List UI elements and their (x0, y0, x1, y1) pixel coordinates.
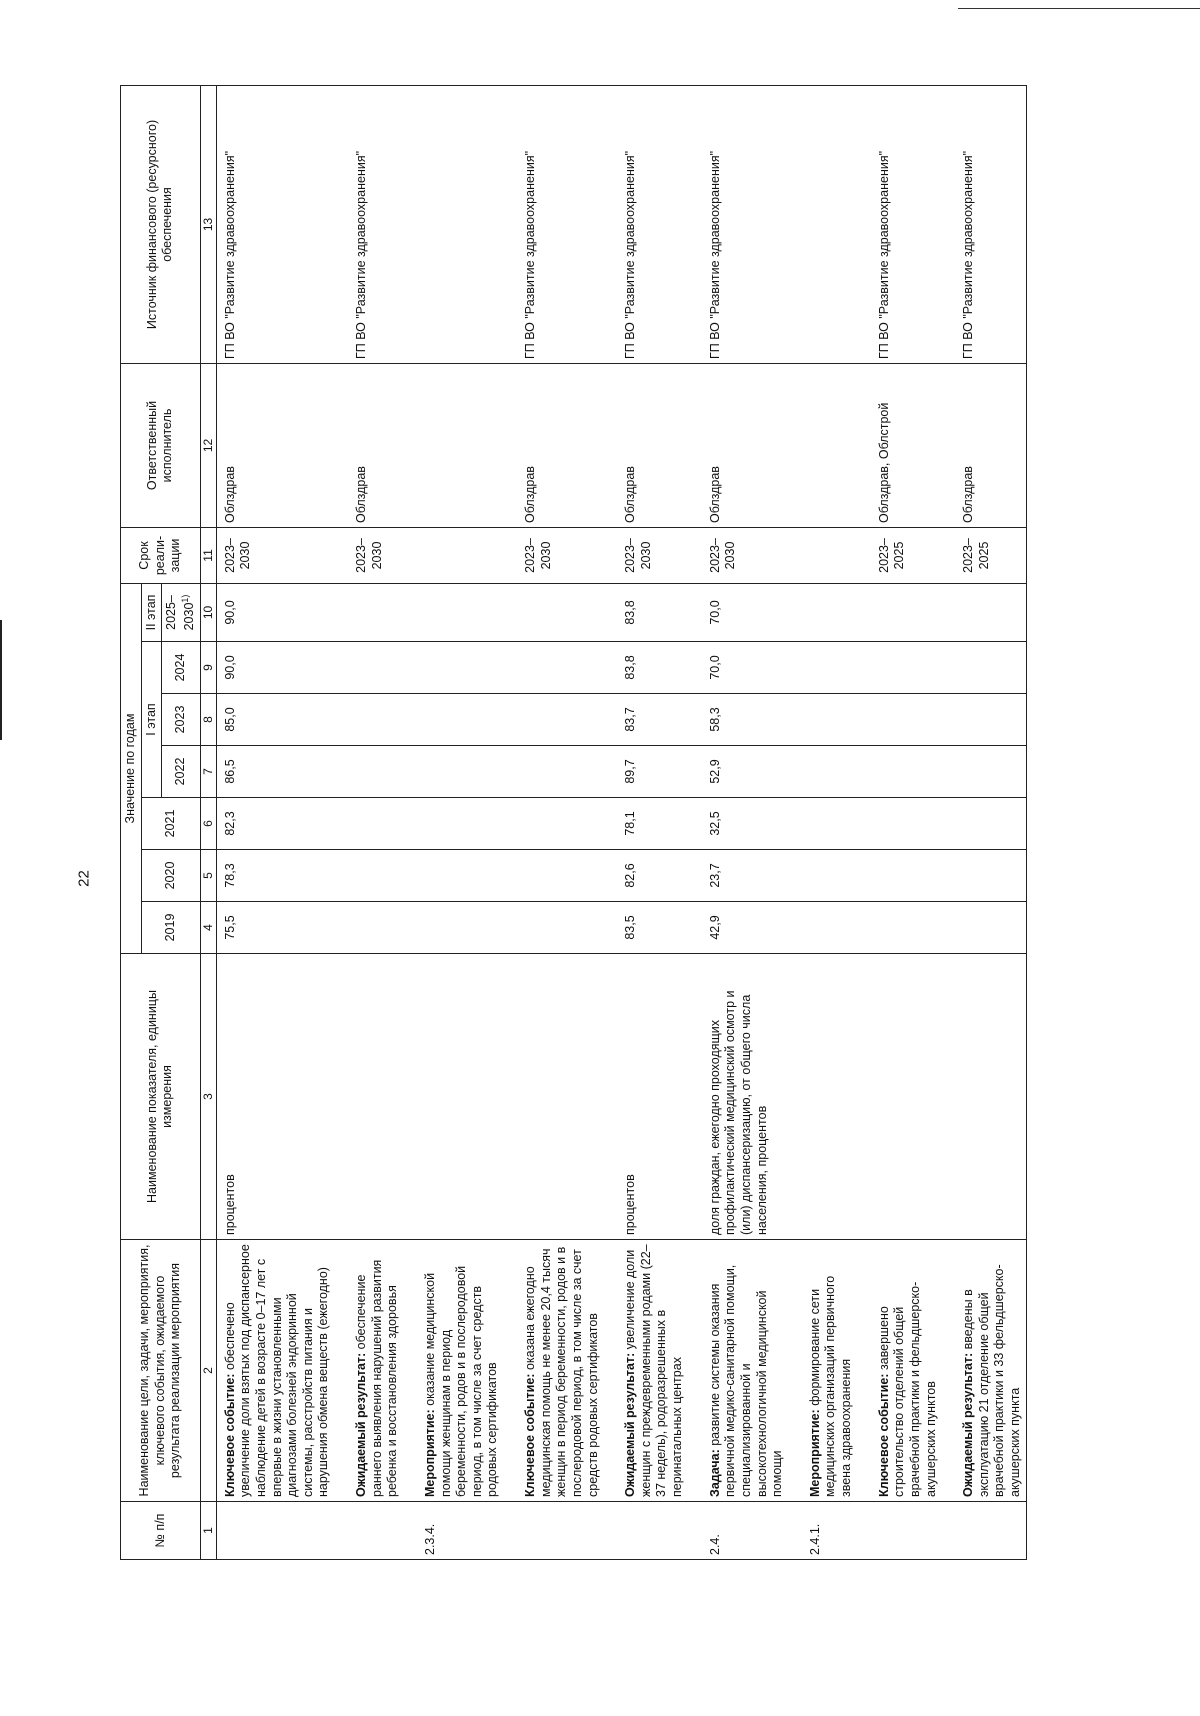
row-description (521, 1240, 603, 1502)
row-description (806, 1240, 857, 1502)
row-indicator (352, 954, 403, 1240)
spacer-cell (857, 850, 875, 902)
spacer-cell (788, 850, 806, 902)
row-period: 2023–2030 (621, 527, 688, 583)
spacer-cell (788, 694, 806, 746)
header-period: Срок реали-зации (121, 527, 201, 583)
spacer-cell (603, 583, 621, 641)
spacer-cell (403, 85, 421, 363)
col-number: 8 (200, 694, 216, 746)
top-edge-rule (958, 8, 1200, 9)
spacer-cell (403, 954, 421, 1240)
spacer-cell (503, 1240, 521, 1502)
value-cell: 70,0 (706, 583, 788, 641)
value-cell: 23,7 (706, 850, 788, 902)
spacer-cell (857, 583, 875, 641)
header-2024: 2024 (162, 642, 200, 694)
row-text: увеличение доли женщин с преждевременными родами (22–37 недель), родоразрешенных в перинатальных центрах (623, 1244, 685, 1497)
header-2023: 2023 (162, 694, 200, 746)
col-number: 6 (200, 798, 216, 850)
table-row (621, 85, 688, 1559)
header-num: № п/п (121, 1502, 201, 1560)
spacer-cell (403, 746, 421, 798)
value-cell (352, 694, 403, 746)
spacer-cell (503, 527, 521, 583)
spacer-cell (334, 1240, 352, 1502)
spacer-cell (603, 746, 621, 798)
row-period: 2023–2030 (352, 527, 403, 583)
row-indicator (521, 954, 603, 1240)
row-period (421, 527, 503, 583)
col-number: 4 (200, 902, 216, 954)
spacer-cell (503, 954, 521, 1240)
value-cell (521, 902, 603, 954)
value-cell: 42,9 (706, 902, 788, 954)
col-number: 2 (200, 1240, 216, 1502)
row-source: ГП ВО "Развитие здравоохранения" (706, 85, 788, 363)
value-cell (806, 902, 857, 954)
spacer-cell (334, 746, 352, 798)
row-number (875, 1502, 942, 1560)
spacer-cell (688, 850, 706, 902)
row-text: оказание медицинской помощи женщинам в период беременности, родов и в послеродовой период, в том числе за счет средств родовых сертификатов (422, 1265, 500, 1497)
spacer-cell (941, 363, 959, 527)
spacer-cell (334, 527, 352, 583)
value-cell (959, 694, 1026, 746)
row-indicator: доля граждан, ежегодно проходящих профилактический медицинский осмотр и (или) диспансеризацию, от общего числа населения, процентов (706, 954, 788, 1240)
spacer-cell (603, 642, 621, 694)
row-label: Задача: (707, 1449, 722, 1497)
row-period: 2023–2025 (875, 527, 942, 583)
row-text: завершено строительство отделений общей врачебной практики и фельдшерско-акушерских пунктов (876, 1281, 938, 1497)
header-indicator: Наименование показателя, единицы измерения (121, 954, 201, 1240)
row-period (806, 527, 857, 583)
spacer-cell (403, 694, 421, 746)
row-spacer (788, 85, 806, 1559)
row-spacer (603, 85, 621, 1559)
row-label: Мероприятие: (807, 1409, 822, 1497)
value-cell (875, 583, 942, 641)
row-number (521, 1502, 603, 1560)
row-source (421, 85, 503, 363)
value-cell: 89,7 (621, 746, 688, 798)
spacer-cell (941, 954, 959, 1240)
value-cell (521, 746, 603, 798)
value-cell (352, 642, 403, 694)
spacer-cell (788, 85, 806, 363)
col-number: 3 (200, 954, 216, 1240)
value-cell (959, 850, 1026, 902)
value-cell (806, 746, 857, 798)
value-cell (421, 642, 503, 694)
value-cell (421, 583, 503, 641)
table-row (706, 85, 788, 1559)
spacer-cell (688, 902, 706, 954)
spacer-cell (857, 746, 875, 798)
row-label: Ключевое событие: (523, 1373, 538, 1497)
row-number: 2.3.4. (421, 1502, 503, 1560)
col-number: 1 (200, 1502, 216, 1560)
value-cell (959, 746, 1026, 798)
value-cell: 32,5 (706, 798, 788, 850)
spacer-cell (603, 363, 621, 527)
value-cell (875, 746, 942, 798)
row-text: оказана ежегодно медицинская помощь не менее 20,4 тысяч женщин в период беременности, родов и в послеродовой период, в том числе за счет средств родовых сертификатов (523, 1246, 600, 1497)
row-label: Ожидаемый результат: (623, 1352, 638, 1497)
value-cell (421, 746, 503, 798)
spacer-cell (688, 85, 706, 363)
spacer-cell (403, 798, 421, 850)
spacer-cell (857, 1502, 875, 1560)
spacer-cell (788, 1240, 806, 1502)
row-description (421, 1240, 503, 1502)
spacer-cell (603, 798, 621, 850)
row-number (216, 1502, 334, 1560)
spacer-cell (334, 694, 352, 746)
row-source: ГП ВО "Развитие здравоохранения" (352, 85, 403, 363)
spacer-cell (941, 694, 959, 746)
row-executor: Облздрав, Облстрой (875, 363, 942, 527)
spacer-cell (788, 363, 806, 527)
spacer-cell (941, 642, 959, 694)
row-text: обеспечение раннего выявления нарушений развития ребенка и восстановления здоровья (354, 1259, 400, 1497)
row-spacer (688, 85, 706, 1559)
value-cell: 78,3 (216, 850, 334, 902)
spacer-cell (403, 527, 421, 583)
header-name: Наименование цели, задачи, мероприятия, ключевого события, ожидаемого результата реализации мероприятия (121, 1240, 201, 1502)
spacer-cell (334, 954, 352, 1240)
value-cell (959, 798, 1026, 850)
value-cell: 83,8 (621, 642, 688, 694)
spacer-cell (503, 694, 521, 746)
value-cell (521, 798, 603, 850)
value-cell (352, 798, 403, 850)
spacer-cell (403, 1502, 421, 1560)
spacer-cell (857, 902, 875, 954)
spacer-cell (334, 1502, 352, 1560)
value-cell (959, 902, 1026, 954)
spacer-cell (688, 746, 706, 798)
row-description (621, 1240, 688, 1502)
row-source: ГП ВО "Развитие здравоохранения" (216, 85, 334, 363)
value-cell (806, 694, 857, 746)
spacer-cell (788, 798, 806, 850)
spacer-cell (788, 954, 806, 1240)
row-executor: Облздрав (521, 363, 603, 527)
row-number: 2.4. (706, 1502, 788, 1560)
spacer-cell (788, 527, 806, 583)
spacer-cell (688, 583, 706, 641)
value-cell (959, 583, 1026, 641)
table-row (959, 85, 1026, 1559)
row-number (352, 1502, 403, 1560)
spacer-cell (503, 363, 521, 527)
spacer-cell (941, 746, 959, 798)
row-indicator: процентов (621, 954, 688, 1240)
value-cell: 90,0 (216, 583, 334, 641)
value-cell: 83,5 (621, 902, 688, 954)
spacer-cell (688, 798, 706, 850)
row-number (959, 1502, 1026, 1560)
header-values: Значение по годам (121, 583, 142, 953)
margin-mark (0, 620, 2, 740)
row-indicator (959, 954, 1026, 1240)
value-cell (875, 798, 942, 850)
value-cell (806, 642, 857, 694)
row-label: Ожидаемый результат: (354, 1352, 369, 1497)
value-cell: 86,5 (216, 746, 334, 798)
row-label: Ожидаемый результат: (961, 1352, 976, 1497)
spacer-cell (788, 746, 806, 798)
table-row (521, 85, 603, 1559)
spacer-cell (503, 798, 521, 850)
spacer-cell (941, 85, 959, 363)
header-2019: 2019 (141, 902, 200, 954)
value-cell: 85,0 (216, 694, 334, 746)
spacer-cell (857, 85, 875, 363)
row-text: введены в эксплуатацию 21 отделение общей врачебной практики и 33 фельдшерско-акушерских пункта (961, 1264, 1023, 1497)
spacer-cell (503, 1502, 521, 1560)
row-text: формирование сети медицинских организаций первичного звена здравоохранения (807, 1275, 854, 1497)
value-cell: 83,7 (621, 694, 688, 746)
program-table (120, 85, 1027, 1560)
col-number: 11 (200, 527, 216, 583)
row-text: обеспечено увеличение доли взятых под диспансерное наблюдение детей в возрасте 0–17 лет с впервые в жизни установленными диагнозами болезней эндокринной системы, расстройств питания и нарушения обмена веществ (ежегодно) (222, 1244, 331, 1497)
spacer-cell (503, 642, 521, 694)
row-description (959, 1240, 1026, 1502)
row-description (706, 1240, 788, 1502)
spacer-cell (688, 1502, 706, 1560)
value-cell: 82,3 (216, 798, 334, 850)
value-cell: 52,9 (706, 746, 788, 798)
row-executor: Облздрав (216, 363, 334, 527)
value-cell (352, 583, 403, 641)
footnote-mark: 1) (179, 594, 190, 603)
row-spacer (857, 85, 875, 1559)
spacer-cell (941, 902, 959, 954)
table-row (421, 85, 503, 1559)
spacer-cell (503, 85, 521, 363)
spacer-cell (788, 902, 806, 954)
spacer-cell (603, 1240, 621, 1502)
spacer-cell (941, 1502, 959, 1560)
value-cell (352, 850, 403, 902)
spacer-cell (603, 527, 621, 583)
spacer-cell (403, 850, 421, 902)
value-cell (521, 850, 603, 902)
row-description (216, 1240, 334, 1502)
row-spacer (941, 85, 959, 1559)
rotated-table-container (120, 86, 1124, 1560)
header-2022: 2022 (162, 746, 200, 798)
spacer-cell (603, 85, 621, 363)
spacer-cell (688, 363, 706, 527)
row-number (621, 1502, 688, 1560)
row-text: развитие системы оказания первичной медико-санитарной помощи, специализированной и высокотехнологичной медицинской помощи (707, 1264, 785, 1497)
value-cell (352, 902, 403, 954)
spacer-cell (403, 1240, 421, 1502)
row-source (806, 85, 857, 363)
col-number: 10 (200, 583, 216, 641)
row-label: Ключевое событие: (222, 1373, 237, 1497)
table-row (806, 85, 857, 1559)
row-description (875, 1240, 942, 1502)
value-cell: 78,1 (621, 798, 688, 850)
row-executor: Облздрав (706, 363, 788, 527)
spacer-cell (603, 954, 621, 1240)
header-stage1: I этап (141, 642, 162, 798)
header-stage2: II этап (141, 583, 162, 641)
row-source: ГП ВО "Развитие здравоохранения" (959, 85, 1026, 363)
value-cell (521, 583, 603, 641)
row-spacer (403, 85, 421, 1559)
row-executor: Облздрав (352, 363, 403, 527)
value-cell: 58,3 (706, 694, 788, 746)
spacer-cell (788, 642, 806, 694)
value-cell (421, 850, 503, 902)
value-cell (421, 798, 503, 850)
value-cell (875, 902, 942, 954)
value-cell (875, 850, 942, 902)
value-cell (875, 694, 942, 746)
spacer-cell (334, 363, 352, 527)
row-executor (421, 363, 503, 527)
value-cell (875, 642, 942, 694)
header-2020: 2020 (141, 850, 200, 902)
spacer-cell (603, 1502, 621, 1560)
spacer-cell (503, 902, 521, 954)
row-executor (806, 363, 857, 527)
col-number: 5 (200, 850, 216, 902)
spacer-cell (334, 902, 352, 954)
spacer-cell (941, 850, 959, 902)
spacer-cell (941, 583, 959, 641)
row-label: Ключевое событие: (876, 1373, 891, 1497)
value-cell (421, 694, 503, 746)
table-row (352, 85, 403, 1559)
spacer-cell (403, 583, 421, 641)
spacer-cell (941, 527, 959, 583)
row-executor: Облздрав (621, 363, 688, 527)
row-source: ГП ВО "Развитие здравоохранения" (621, 85, 688, 363)
spacer-cell (503, 850, 521, 902)
spacer-cell (603, 902, 621, 954)
spacer-cell (688, 694, 706, 746)
value-cell (421, 902, 503, 954)
value-cell: 75,5 (216, 902, 334, 954)
spacer-cell (688, 1240, 706, 1502)
spacer-cell (603, 850, 621, 902)
spacer-cell (334, 583, 352, 641)
table-row (875, 85, 942, 1559)
spacer-cell (334, 642, 352, 694)
row-label: Мероприятие: (422, 1409, 437, 1497)
spacer-cell (857, 954, 875, 1240)
header-executor: Ответственный исполнитель (121, 363, 201, 527)
row-executor: Облздрав (959, 363, 1026, 527)
page-number: 22 (75, 870, 93, 887)
spacer-cell (788, 1502, 806, 1560)
spacer-cell (857, 694, 875, 746)
row-indicator (806, 954, 857, 1240)
value-cell (521, 694, 603, 746)
col-number: 13 (200, 85, 216, 363)
row-indicator (875, 954, 942, 1240)
row-indicator: процентов (216, 954, 334, 1240)
row-description (352, 1240, 403, 1502)
spacer-cell (503, 746, 521, 798)
row-period: 2023–2030 (521, 527, 603, 583)
row-period: 2023–2030 (216, 527, 334, 583)
spacer-cell (941, 798, 959, 850)
value-cell: 90,0 (216, 642, 334, 694)
spacer-cell (503, 583, 521, 641)
row-period: 2023–2030 (706, 527, 788, 583)
spacer-cell (857, 1240, 875, 1502)
value-cell: 70,0 (706, 642, 788, 694)
spacer-cell (857, 798, 875, 850)
table-body (216, 85, 1026, 1559)
spacer-cell (688, 642, 706, 694)
col-number: 9 (200, 642, 216, 694)
table-row (216, 85, 334, 1559)
spacer-cell (334, 850, 352, 902)
spacer-cell (857, 363, 875, 527)
spacer-cell (403, 902, 421, 954)
row-source: ГП ВО "Развитие здравоохранения" (521, 85, 603, 363)
row-spacer (334, 85, 352, 1559)
row-indicator (421, 954, 503, 1240)
value-cell (806, 798, 857, 850)
value-cell (806, 583, 857, 641)
table-header (121, 85, 217, 1559)
spacer-cell (857, 642, 875, 694)
spacer-cell (688, 954, 706, 1240)
spacer-cell (941, 1240, 959, 1502)
row-number: 2.4.1. (806, 1502, 857, 1560)
spacer-cell (857, 527, 875, 583)
value-cell (959, 642, 1026, 694)
row-period: 2023–2025 (959, 527, 1026, 583)
value-cell (352, 746, 403, 798)
header-2021: 2021 (141, 798, 200, 850)
spacer-cell (603, 694, 621, 746)
col-number: 7 (200, 746, 216, 798)
header-2025-2030 (162, 583, 200, 641)
value-cell (806, 850, 857, 902)
spacer-cell (403, 363, 421, 527)
row-spacer (503, 85, 521, 1559)
spacer-cell (688, 527, 706, 583)
value-cell: 82,6 (621, 850, 688, 902)
spacer-cell (403, 642, 421, 694)
spacer-cell (334, 798, 352, 850)
value-cell: 83,8 (621, 583, 688, 641)
row-source: ГП ВО "Развитие здравоохранения" (875, 85, 942, 363)
value-cell (521, 642, 603, 694)
spacer-cell (788, 583, 806, 641)
header-2025-2030-text: 2025–2030 (164, 595, 197, 631)
col-number: 12 (200, 363, 216, 527)
spacer-cell (334, 85, 352, 363)
header-source: Источник финансового (ресурсного) обеспечения (121, 85, 201, 363)
